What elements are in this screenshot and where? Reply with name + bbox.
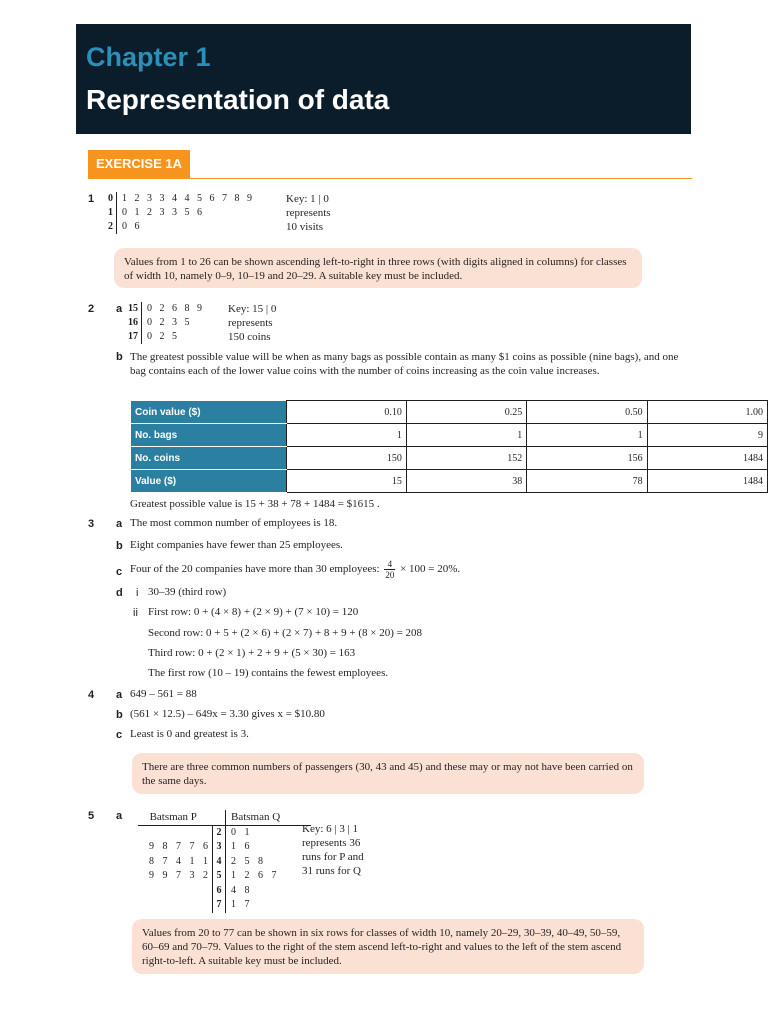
chapter-title: Representation of data <box>86 84 390 115</box>
q3a-label: a <box>116 518 123 530</box>
q5-right-leaves: 1 6 <box>231 841 250 852</box>
q5-back-to-back-stem-leaf <box>138 810 311 913</box>
coin-table-cell: 1484 <box>647 470 767 493</box>
q1-stem: 0 <box>108 192 117 206</box>
q3d-ii-line: Third row: 0 + (2 × 1) + 2 + 9 + (5 × 30) = 163 <box>148 647 356 659</box>
q5-right-head: Batsman Q <box>226 810 312 825</box>
q4-note: There are three common numbers of passengers (30, 43 and 45) and these may or may not have been carried on the same days. <box>132 753 644 794</box>
q5-right-leaves: 2 5 8 <box>231 855 263 867</box>
q5-stem: 7 <box>213 898 226 913</box>
q5-right-leaves: 1 2 6 7 <box>231 870 277 881</box>
q1-row <box>108 192 252 206</box>
q4a-label: a <box>116 689 123 701</box>
coin-table-cell: 150 <box>286 447 406 470</box>
q3c-frac-denominator: 20 <box>385 569 395 580</box>
q5-row <box>138 825 311 840</box>
q5-row <box>138 884 311 899</box>
q5-right-leaves: 4 8 <box>231 884 250 896</box>
q2a-label: a <box>116 303 123 315</box>
q2a-leaves: 0 2 5 <box>147 331 177 342</box>
q1-leaves: 0 6 <box>122 221 140 232</box>
coin-table-cell: 78 <box>527 470 647 493</box>
q2a-row <box>128 330 202 344</box>
q5-stem: 6 <box>213 884 226 899</box>
coin-table-row <box>131 470 768 493</box>
q2a-row <box>128 302 202 316</box>
q3d-i-label: i <box>136 587 139 599</box>
coin-table-cell: 15 <box>286 470 406 493</box>
chapter-number: Chapter 1 <box>86 42 211 72</box>
q3d-ii-line: First row: 0 + (4 × 8) + (2 × 9) + (7 × 10) = 120 <box>148 606 359 618</box>
q5-note: Values from 20 to 77 can be shown in six rows for classes of width 10, namely 20–29, 30–39, 40–49, 50–59, 60–69 and 70–79. Values to the right of the stem ascend left-to-right and values to the left of the stem ascend right-to-left. A suitable key must be included. <box>132 919 644 974</box>
q5-row <box>138 869 311 884</box>
q5-left-leaves: 8 7 4 1 1 <box>149 855 208 867</box>
coin-table-header: Coin value ($) <box>131 401 287 424</box>
question-5-number: 5 <box>88 810 95 822</box>
q5-left-leaves: 9 9 7 3 2 <box>149 870 208 881</box>
q3c-tail: × 100 = 20%. <box>400 563 461 575</box>
q3b-text: Eight companies have fewer than 25 employees. <box>130 539 343 551</box>
q2a-stem: 15 <box>128 302 142 316</box>
coin-table-cell: 9 <box>647 424 767 447</box>
coin-table-cell: 1 <box>286 424 406 447</box>
q5-head-row <box>138 810 311 825</box>
coin-table-cell: 1.00 <box>647 401 767 424</box>
q4a-text: 649 – 561 = 88 <box>130 688 197 700</box>
q3b-label: b <box>116 540 123 552</box>
q5-stem: 2 <box>213 825 226 840</box>
q5-left-head: Batsman P <box>138 810 213 825</box>
coin-table-cell: 1484 <box>647 447 767 470</box>
coin-table-cell: 1 <box>406 424 526 447</box>
q1-leaves: 1 2 3 3 4 4 5 6 7 8 9 <box>122 193 252 204</box>
q2b-label: b <box>116 351 123 363</box>
q3c-frac-numerator: 4 <box>384 559 395 570</box>
q4b-text: (561 × 12.5) – 649x = 3.30 gives x = $10.80 <box>130 708 325 720</box>
q4c-text: Least is 0 and greatest is 3. <box>130 728 249 740</box>
q2a-leaves: 0 2 6 8 9 <box>147 303 202 314</box>
q3d-i-text: 30–39 (third row) <box>148 586 227 598</box>
coin-table-cell: 156 <box>527 447 647 470</box>
q1-stem: 2 <box>108 220 117 234</box>
exercise-rule <box>88 178 692 179</box>
chapter-header <box>76 24 691 134</box>
q1-note: Values from 1 to 26 can be shown ascending left-to-right in three rows (with digits aligned in columns) for classes of width 10, namely 0–9, 10–19 and 20–29. A suitable key must be included. <box>114 248 642 288</box>
coin-table-row <box>131 447 768 470</box>
q3a-text: The most common number of employees is 18. <box>130 517 338 529</box>
q5-row <box>138 840 311 855</box>
q4c-label: c <box>116 729 123 741</box>
q3c-text: Four of the 20 companies have more than 30 employees: <box>130 563 380 575</box>
q5-left-leaves <box>138 884 213 899</box>
q1-leaves: 0 1 2 3 3 5 6 <box>122 207 202 218</box>
q2a-key-line: represents <box>228 317 273 329</box>
q5-left-leaves: 9 8 7 7 6 <box>149 841 208 852</box>
q5-stem: 4 <box>213 855 226 870</box>
q5-stem: 3 <box>213 840 226 855</box>
q2a-leaves: 0 2 3 5 <box>147 317 190 328</box>
q1-key-line: 10 visits <box>286 221 323 233</box>
q5-right-leaves: 1 7 <box>231 899 250 910</box>
q1-key-line: represents <box>286 207 331 219</box>
coin-table <box>130 400 768 493</box>
q3c-fraction <box>384 559 395 580</box>
coin-table-header: No. bags <box>131 424 287 447</box>
q2a-row <box>128 316 202 330</box>
q5-right-leaves: 0 1 <box>231 826 250 838</box>
coin-table-cell: 152 <box>406 447 526 470</box>
q5-key-line: 31 runs for Q <box>302 865 361 877</box>
question-4-number: 4 <box>88 689 95 701</box>
q3c-label: c <box>116 566 123 578</box>
q3d-ii-line: Second row: 0 + 5 + (2 × 6) + (2 × 7) + 8 + 9 + (8 × 20) = 208 <box>148 627 423 639</box>
question-3-number: 3 <box>88 518 95 530</box>
q3c-line <box>130 556 460 582</box>
q4b-label: b <box>116 709 123 721</box>
coin-table-cell: 0.50 <box>527 401 647 424</box>
coin-table-row <box>131 401 768 424</box>
coin-table-cell: 38 <box>406 470 526 493</box>
q3d-label: d <box>116 587 123 599</box>
q5-key <box>302 822 364 878</box>
q1-stem-leaf <box>108 192 252 234</box>
q5-left-leaves <box>138 898 213 913</box>
question-1-number: 1 <box>88 193 95 205</box>
q2a-key-line: Key: 15 | 0 <box>228 303 277 315</box>
q3d-ii-label: ii <box>133 607 138 619</box>
q1-row <box>108 220 252 234</box>
q5-key-line: represents 36 <box>302 837 361 849</box>
q1-key <box>286 192 331 234</box>
q2a-key <box>228 302 276 344</box>
q2a-key-line: 150 coins <box>228 331 271 343</box>
coin-table-row <box>131 424 768 447</box>
q1-stem: 1 <box>108 206 117 220</box>
q1-row <box>108 206 252 220</box>
q2b-conclusion: Greatest possible value is 15 + 38 + 78 + 1484 = $1615 . <box>130 498 380 510</box>
q1-key-line: Key: 1 | 0 <box>286 193 329 205</box>
question-2-number: 2 <box>88 303 95 315</box>
q2a-stem: 16 <box>128 316 142 330</box>
q2b-text: The greatest possible value will be when as many bags as possible contain as many $1 coins as possible (nine bags), and one bag contains each of the lower value coins with the number of coins increasing as the coin value increases. <box>130 351 679 377</box>
exercise-label: EXERCISE 1A <box>88 150 190 178</box>
coin-table-header: Value ($) <box>131 470 287 493</box>
coin-table-cell: 1 <box>527 424 647 447</box>
q5-left-leaves <box>138 825 213 840</box>
coin-table-cell: 0.25 <box>406 401 526 424</box>
coin-table-header: No. coins <box>131 447 287 470</box>
q5a-label: a <box>116 810 123 822</box>
coin-table-cell: 0.10 <box>286 401 406 424</box>
q5-key-line: runs for P and <box>302 851 364 863</box>
q5-key-line: Key: 6 | 3 | 1 <box>302 823 359 835</box>
q2a-stem: 17 <box>128 330 142 344</box>
q2a-stem-leaf <box>128 302 202 344</box>
q5-row <box>138 898 311 913</box>
q5-stem: 5 <box>213 869 226 884</box>
q3d-ii-line: The first row (10 – 19) contains the fewest employees. <box>148 667 389 679</box>
q5-stem-head <box>213 810 226 825</box>
q5-row <box>138 855 311 870</box>
